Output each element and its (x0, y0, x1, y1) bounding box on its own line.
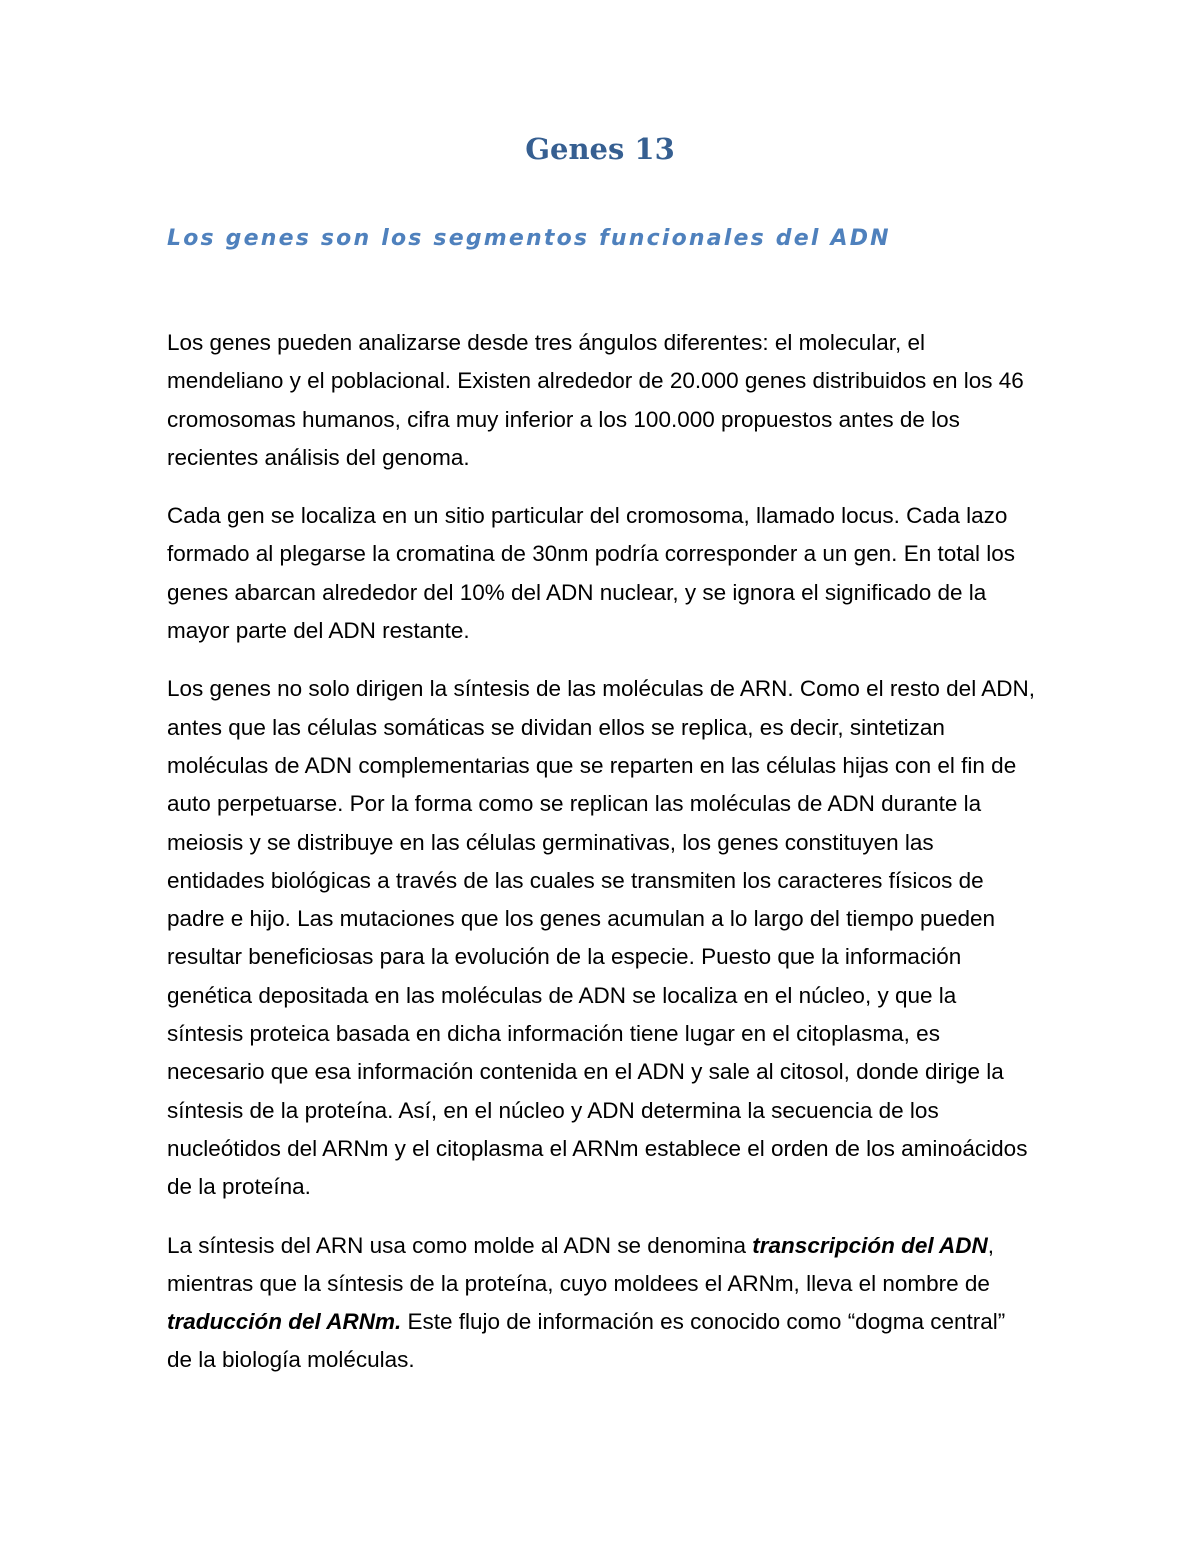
document-title: Genes 13 (525, 132, 675, 166)
document-body (167, 324, 1035, 1400)
paragraph-4 (167, 1227, 1035, 1380)
term-traduccion: traducción del ARNm. (167, 1309, 402, 1335)
paragraph-4-text-2: , mientras que la síntesis de la proteína, cuyo moldees el ARNm, lleva el nombre de (167, 1232, 995, 1296)
paragraph-2: Cada gen se localiza en un sitio particular del cromosoma, llamado locus. Cada lazo formado al plegarse la cromatina de 30nm podría corresponder a un gen. En total los genes abarcan alrededor del 10% del ADN nuclear, y se ignora el significado de la mayor parte del ADN restante. (167, 503, 1016, 644)
paragraph-1: Los genes pueden analizarse desde tres ángulos diferentes: el molecular, el mendeliano y el poblacional. Existen alrededor de 20.000 genes distribuidos en los 46 cromosomas humanos, cifra muy inferior a los 100.000 propuestos antes de los recientes análisis del genoma. (167, 330, 1024, 470)
paragraph-4-text-3: Este flujo de información es conocido como “dogma central” de la biología moléculas. (167, 1309, 1006, 1373)
paragraph-3: Los genes no solo dirigen la síntesis de las moléculas de ARN. Como el resto del ADN, antes que las células somáticas se dividan ellos se replica, es decir, sintetizan moléculas de ADN complementarias que se reparten en las células hijas con el fin de auto perpetuarse. Por la forma como se replican las moléculas de ADN durante la meiosis y se distribuye en las células germinativas, los genes constituyen las entidades biológicas a través de las cuales se transmiten los caracteres físicos de padre e hijo. Las mutaciones que los genes acumulan a lo largo del tiempo pueden resultar beneficiosas para la evolución de la especie. Puesto que la información genética depositada en las moléculas de ADN se localiza en el núcleo, y que la síntesis proteica basada en dicha información tiene lugar en el citoplasma, es necesario que esa información contenida en el ADN y sale al citosol, donde dirige la síntesis de la proteína. Así, en el núcleo y ADN determina la secuencia de los nucleótidos del ARNm y el citoplasma el ARNm establece el orden de los aminoácidos de la proteína. (167, 676, 1035, 1200)
term-transcripcion: transcripción del ADN (752, 1232, 988, 1258)
paragraph-4-text-1: La síntesis del ARN usa como molde al ADN se denomina (167, 1232, 753, 1258)
document-subtitle: Los genes son los segmentos funcionales del ADN (167, 226, 891, 251)
